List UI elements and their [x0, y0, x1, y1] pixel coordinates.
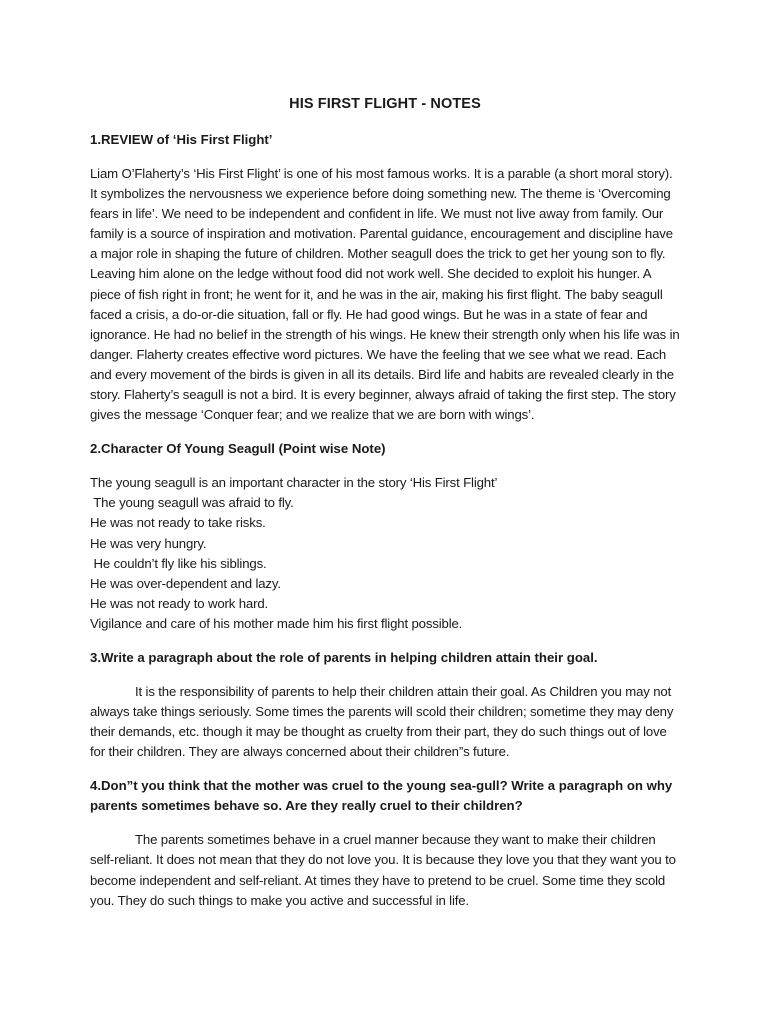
point-item: He was not ready to work hard.: [90, 595, 269, 611]
section-4-body: The parents sometimes behave in a cruel manner because they want to make their children self-reliant. It does not mean that they do not love you. It is because they love you that they want you to become independent and self-reliant. At times they have to pretend to be cruel. Some time they scold you. They do such things to make you active and successful in life.: [90, 832, 676, 908]
point-item: Vigilance and care of his mother made him his first flight possible.: [90, 615, 463, 631]
point-item: He was not ready to take risks.: [90, 515, 266, 531]
section-1-heading: 1.REVIEW of ‘His First Flight’: [90, 132, 273, 147]
point-item: He couldn’t fly like his siblings.: [90, 555, 267, 571]
section-4-heading: 4.Don”t you think that the mother was cruel to the young sea-gull? Write a paragraph on why parents sometimes behave so. Are they really cruel to their children?: [90, 778, 673, 814]
document-title: HIS FIRST FLIGHT - NOTES: [289, 96, 481, 112]
section-2-heading: 2.Character Of Young Seagull (Point wise Note): [90, 441, 386, 457]
point-item: The young seagull was afraid to fly.: [90, 495, 294, 511]
section-3-body: It is the responsibility of parents to help their children attain their goal. As Children you may not always take things seriously. Some times the parents will scold their children; sometime they may deny their demands, etc. though it may be thought as cruelty from their part, they do such things out of love for their children. They are always concerned about their children”s future.: [90, 683, 674, 760]
point-item: He was over-dependent and lazy.: [90, 575, 281, 591]
point-item: He was very hungry.: [90, 535, 207, 551]
section-2-point-list: [90, 473, 680, 634]
section-1-body: Liam O’Flaherty’s ‘His First Flight’ is one of his most famous works. It is a parable (a short moral story). It symbolizes the nervousness we experience before doing something new. The theme is ‘Overcoming fears in life’. We need to be independent and confident in life. We must not live away from family. Our family is a source of inspiration and motivation. Parental guidance, encouragement and discipline have a major role in shaping the future of children. Mother seagull does the trick to get her young son to fly. Leaving him alone on the ledge without food did not work well. She decided to exploit his hunger. A piece of fish right in front; he went for it, and he was in the air, making his first flight. The baby seagull faced a crisis, a do-or-die situation, fall or fly. He had good wings. But he was in a state of fear and ignorance. He had no belief in the strength of his wings. He knew their strength only when his life was in danger. Flaherty creates effective word pictures. We have the feeling that we see what we read. Each and every movement of the birds is given in all its details. Bird life and habits are revealed clearly in the story. Flaherty’s seagull is not a bird. It is every beginner, always afraid of taking the first step. The story gives the message ‘Conquer fear; and we realize that we are born with wings’.: [90, 166, 680, 423]
section-3-heading: 3.Write a paragraph about the role of parents in helping children attain their goal.: [90, 649, 598, 665]
point-item: The young seagull is an important character in the story ‘His First Flight’: [90, 475, 498, 491]
